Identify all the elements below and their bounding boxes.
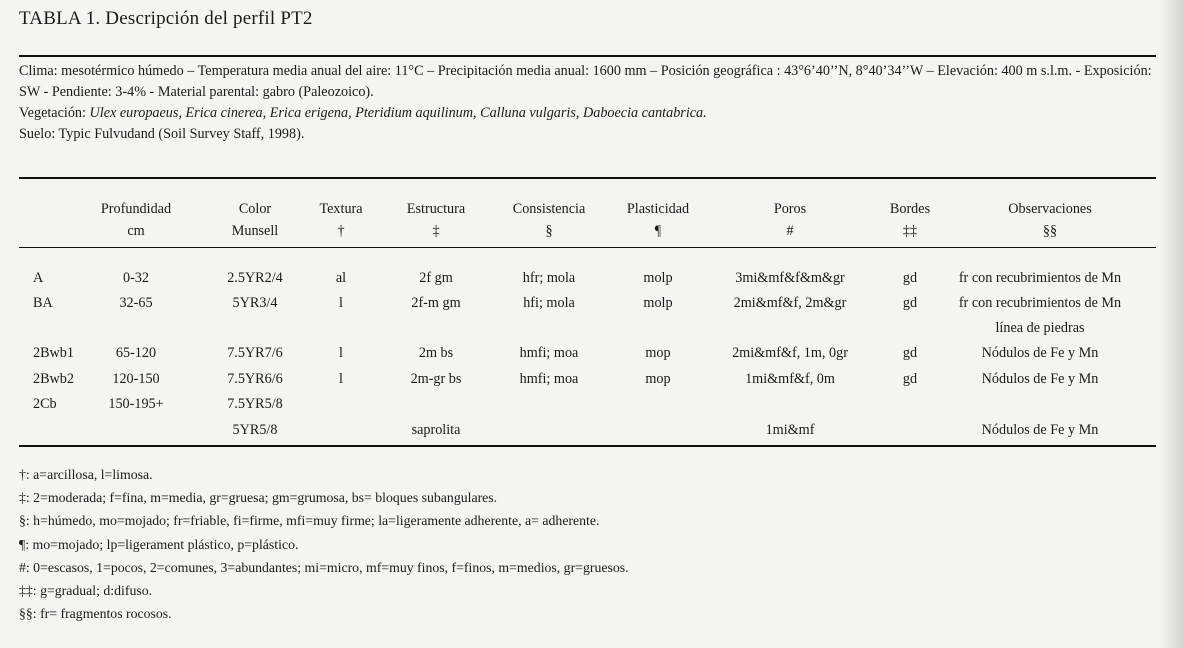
header-rule xyxy=(19,247,1156,248)
cell-texture: l xyxy=(339,295,343,311)
cell-color: 7.5YR6/6 xyxy=(227,371,283,387)
cell-horizon: BA xyxy=(33,295,53,311)
cell-texture: l xyxy=(339,345,343,361)
cell-structure: saprolita xyxy=(411,422,461,438)
cell-plasticity: molp xyxy=(643,295,673,311)
cell-pores: 1mi&mf&f, 0m xyxy=(745,371,835,387)
cell-depth: 65-120 xyxy=(115,345,157,361)
footnote: †: a=arcillosa, l=limosa. xyxy=(19,467,153,482)
header-consistencia: Consistencia § xyxy=(512,201,586,239)
cell-observations: Nódulos de Fe y Mn xyxy=(981,371,1099,387)
header-poros: Poros # xyxy=(773,201,807,239)
cell-color: 5YR3/4 xyxy=(232,295,278,311)
table-top-rule xyxy=(19,177,1156,179)
footnote: ‡‡: g=gradual; d:difuso. xyxy=(19,583,153,599)
cell-consistency: hmfi; moa xyxy=(519,371,579,387)
top-rule xyxy=(19,55,1156,57)
cell-structure: 2f-m gm xyxy=(411,295,461,311)
header-estructura: Estructura ‡ xyxy=(406,201,466,239)
vegetation-text xyxy=(19,103,1159,124)
cell-horizon: 2Bwb1 xyxy=(33,345,74,361)
cell-borders: gd xyxy=(902,295,918,311)
cell-observations: línea de piedras xyxy=(995,320,1085,336)
soil-text: Suelo: Typic Fulvudand (Soil Survey Staff, 1998). xyxy=(19,126,305,142)
cell-depth: 150-195+ xyxy=(108,396,164,412)
footnote: §§: fr= fragmentos rocosos. xyxy=(19,606,172,622)
cell-plasticity: molp xyxy=(643,270,673,286)
cell-structure: 2m-gr bs xyxy=(410,371,462,387)
header-profundidad: Profundidad cm xyxy=(100,201,172,239)
cell-structure: 2f gm xyxy=(419,270,453,286)
footnote: ‡: 2=moderada; f=fina, m=media, gr=gruesa; gm=grumosa, bs= bloques subangulares. xyxy=(19,490,498,506)
scan-shadow xyxy=(1159,0,1183,648)
cell-pores: 3mi&mf&f&m&gr xyxy=(735,270,845,286)
header-color: Color Munsell xyxy=(231,201,279,239)
cell-consistency: hmfi; moa xyxy=(519,345,579,361)
header-bordes: Bordes ‡‡ xyxy=(889,201,931,239)
header-observaciones: Observaciones §§ xyxy=(1008,201,1092,239)
cell-texture: al xyxy=(335,270,347,286)
cell-depth: 120-150 xyxy=(112,371,160,387)
climate-text: Clima: mesotérmico húmedo – Temperatura media anual del aire: 11°C – Precipitación media anual: 1600 mm – Posición geográfica : 43°6’40’’N, 8°40’34’’W – Elevación: 400 m s.l.m. - Exposición: SW - Pendiente: 3-4% - Material parental: gabro (Paleozoico). xyxy=(19,63,1152,100)
vegetation-label: Vegetación: xyxy=(19,105,90,121)
header-plasticidad: Plasticidad ¶ xyxy=(626,201,690,239)
footnotes xyxy=(19,463,629,625)
cell-texture: l xyxy=(339,371,343,387)
header-textura: Textura † xyxy=(319,201,363,239)
table-title: TABLA 1. Descripción del perfil PT2 xyxy=(19,8,313,29)
cell-observations: Nódulos de Fe y Mn xyxy=(981,345,1099,361)
cell-pores: 1mi&mf xyxy=(765,422,815,438)
cell-color: 5YR5/8 xyxy=(232,422,278,438)
cell-borders: gd xyxy=(902,270,918,286)
cell-observations: fr con recubrimientos de Mn xyxy=(958,270,1122,286)
cell-observations: fr con recubrimientos de Mn xyxy=(958,295,1122,311)
cell-borders: gd xyxy=(902,371,918,387)
cell-depth: 0-32 xyxy=(122,270,149,286)
footnote: ¶: mo=mojado; lp=ligerament plástico, p=plástico. xyxy=(19,536,299,552)
cell-horizon: 2Cb xyxy=(33,396,57,412)
vegetation-species: Ulex europaeus, Erica cinerea, Erica erigena, Pteridium aquilinum, Calluna vulgaris, Daboecia cantabrica. xyxy=(89,105,707,121)
cell-color: 2.5YR2/4 xyxy=(227,270,283,286)
cell-horizon: 2Bwb2 xyxy=(33,371,74,387)
profile-info xyxy=(19,61,1159,145)
table-bottom-rule xyxy=(19,445,1156,447)
cell-borders: gd xyxy=(902,345,918,361)
cell-color: 7.5YR5/8 xyxy=(227,396,283,412)
cell-pores: 2mi&mf&f, 1m, 0gr xyxy=(732,345,848,361)
cell-plasticity: mop xyxy=(645,345,671,361)
cell-observations: Nódulos de Fe y Mn xyxy=(981,422,1099,438)
footnote: §: h=húmedo, mo=mojado; fr=friable, fi=firme, mfi=muy firme; la=ligeramente adherente, a= adherente. xyxy=(19,513,600,529)
cell-horizon: A xyxy=(33,270,44,286)
cell-pores: 2mi&mf&f, 2m&gr xyxy=(733,295,847,311)
cell-structure: 2m bs xyxy=(418,345,454,361)
cell-consistency: hfr; mola xyxy=(522,270,576,286)
cell-consistency: hfi; mola xyxy=(523,295,575,311)
cell-plasticity: mop xyxy=(645,371,671,387)
cell-color: 7.5YR7/6 xyxy=(227,345,283,361)
cell-depth: 32-65 xyxy=(119,295,153,311)
footnote: #: 0=escasos, 1=pocos, 2=comunes, 3=abundantes; mi=micro, mf=muy finos, f=finos, m=medios, gr=gruesos. xyxy=(19,559,629,575)
